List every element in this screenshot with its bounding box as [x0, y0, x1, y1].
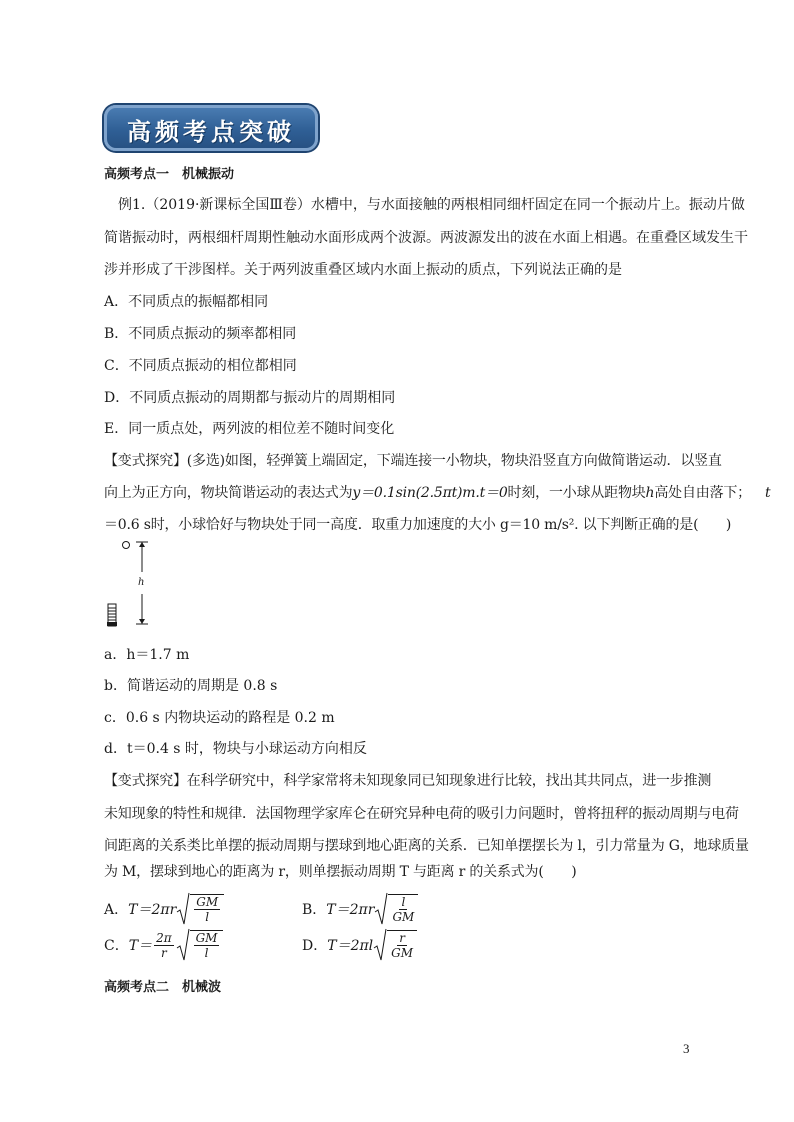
- variant1-line-2: [104, 482, 770, 502]
- variable-h: h: [645, 485, 655, 501]
- spring-ball-figure: [104, 536, 154, 630]
- variant1-line-2-text-a: 向上为正方向，物块简谐运动的表达式为: [104, 485, 353, 501]
- option-c-pre-den: r: [160, 945, 167, 960]
- section-banner: [104, 105, 318, 151]
- example1-line-3: 涉并形成了干涉图样。关于两列波重叠区域内水面上振动的质点，下列说法正确的是: [104, 262, 622, 278]
- option-b-num: l: [401, 895, 406, 909]
- variant1-line-2-text-b: 时刻，一小球从距物块: [507, 485, 646, 501]
- variant2-line-4: 为 M，摆球到地心的距离为 r，则单摆振动周期 T 与距离 r 的关系式为( ): [104, 864, 577, 880]
- option-c-label: C．: [104, 938, 129, 954]
- variant1-line-3: ＝0.6 s时，小球恰好与物块处于同一高度．取重力加速度的大小 g＝10 m/s². 以下判断正确的是( ): [104, 517, 732, 533]
- variant1-option-c: c．0.6 s 内物块运动的路程是 0.2 m: [104, 710, 335, 726]
- option-d-den: GM: [391, 946, 414, 960]
- example1-option-e: E．同一质点处，两列波的相位差不随时间变化: [104, 421, 395, 437]
- figure-label-h: h: [138, 577, 145, 588]
- option-d-num: r: [399, 931, 405, 945]
- sqrt-symbol: [176, 892, 224, 926]
- variant1-option-a: a．h＝1.7 m: [104, 647, 190, 663]
- option-a-num: GM: [196, 895, 219, 909]
- option-b-lhs: T＝2πr: [326, 902, 375, 918]
- option-c-den: l: [204, 946, 209, 960]
- option-c-lhs: T＝: [128, 938, 153, 954]
- variant2-option-c: [104, 928, 223, 962]
- variant2-line-2: 未知现象的特性和规律．法国物理学家库仑在研究异种电荷的吸引力问题时，曾将扭秤的振动周期与电荷: [104, 806, 739, 822]
- variable-t: t: [764, 485, 771, 501]
- variant2-option-a: [104, 892, 224, 926]
- ball-icon: [123, 542, 130, 549]
- section-heading-2: 高频考点二 机械波: [104, 980, 222, 995]
- example1-option-b: B．不同质点振动的频率都相同: [104, 326, 297, 342]
- example1-option-c: C．不同质点振动的相位都相同: [104, 358, 297, 374]
- page-number: 3: [683, 1041, 690, 1056]
- variant2-line-3: 间距离的关系类比单摆的振动周期与摆球到地心距离的关系．已知单摆摆长为 l，引力常量为 G，地球质量: [104, 838, 749, 854]
- variant2-line-1: 【变式探究】在科学研究中，科学家常将未知现象同已知现象进行比较，找出其共同点，进一步推测: [104, 773, 712, 789]
- example1-option-d: D．不同质点振动的周期都与振动片的周期相同: [104, 390, 396, 406]
- sqrt-symbol: [373, 928, 417, 962]
- motion-equation: y＝0.1sin(2.5πt)m.t＝0: [352, 485, 508, 501]
- example1-option-a: A．不同质点的振幅都相同: [104, 294, 269, 310]
- example1-line-2: 简谐振动时，两根细杆周期性触动水面形成两个波源。两波源发出的波在水面上相遇。在重叠区域发生干: [104, 230, 748, 246]
- sqrt-symbol: [374, 892, 418, 926]
- variant1-option-b: b．简谐运动的周期是 0.8 s: [104, 678, 278, 694]
- example1-line-1: 例1.（2019·新课标全国Ⅲ卷）水槽中，与水面接触的两根相同细杆固定在同一个振动片上。振动片做: [118, 197, 745, 213]
- option-a-lhs: T＝2πr: [128, 902, 177, 918]
- banner-title: 高频考点突破: [127, 118, 295, 146]
- option-c-pre-num: 2π: [156, 930, 172, 945]
- variant2-option-b: [302, 892, 418, 926]
- option-c-num: GM: [195, 931, 218, 945]
- option-b-label: B．: [302, 902, 327, 918]
- section-heading-1: 高频考点一 机械振动: [104, 167, 235, 182]
- variant1-line-2-text-c: 高处自由落下；: [654, 485, 751, 501]
- option-d-label: D．: [302, 938, 328, 954]
- option-b-den: GM: [392, 910, 415, 924]
- sqrt-symbol: [176, 928, 224, 962]
- variant1-line-1: 【变式探究】(多选)如图，轻弹簧上端固定，下端连接一小物块，物块沿竖直方向做简谐运动．以竖直: [104, 453, 722, 469]
- option-a-den: l: [205, 910, 210, 924]
- variant1-option-d: d．t＝0.4 s 时，物块与小球运动方向相反: [104, 741, 367, 757]
- option-d-lhs: T＝2πl: [327, 938, 374, 954]
- variant2-option-d: [302, 928, 417, 962]
- option-a-label: A．: [104, 902, 129, 918]
